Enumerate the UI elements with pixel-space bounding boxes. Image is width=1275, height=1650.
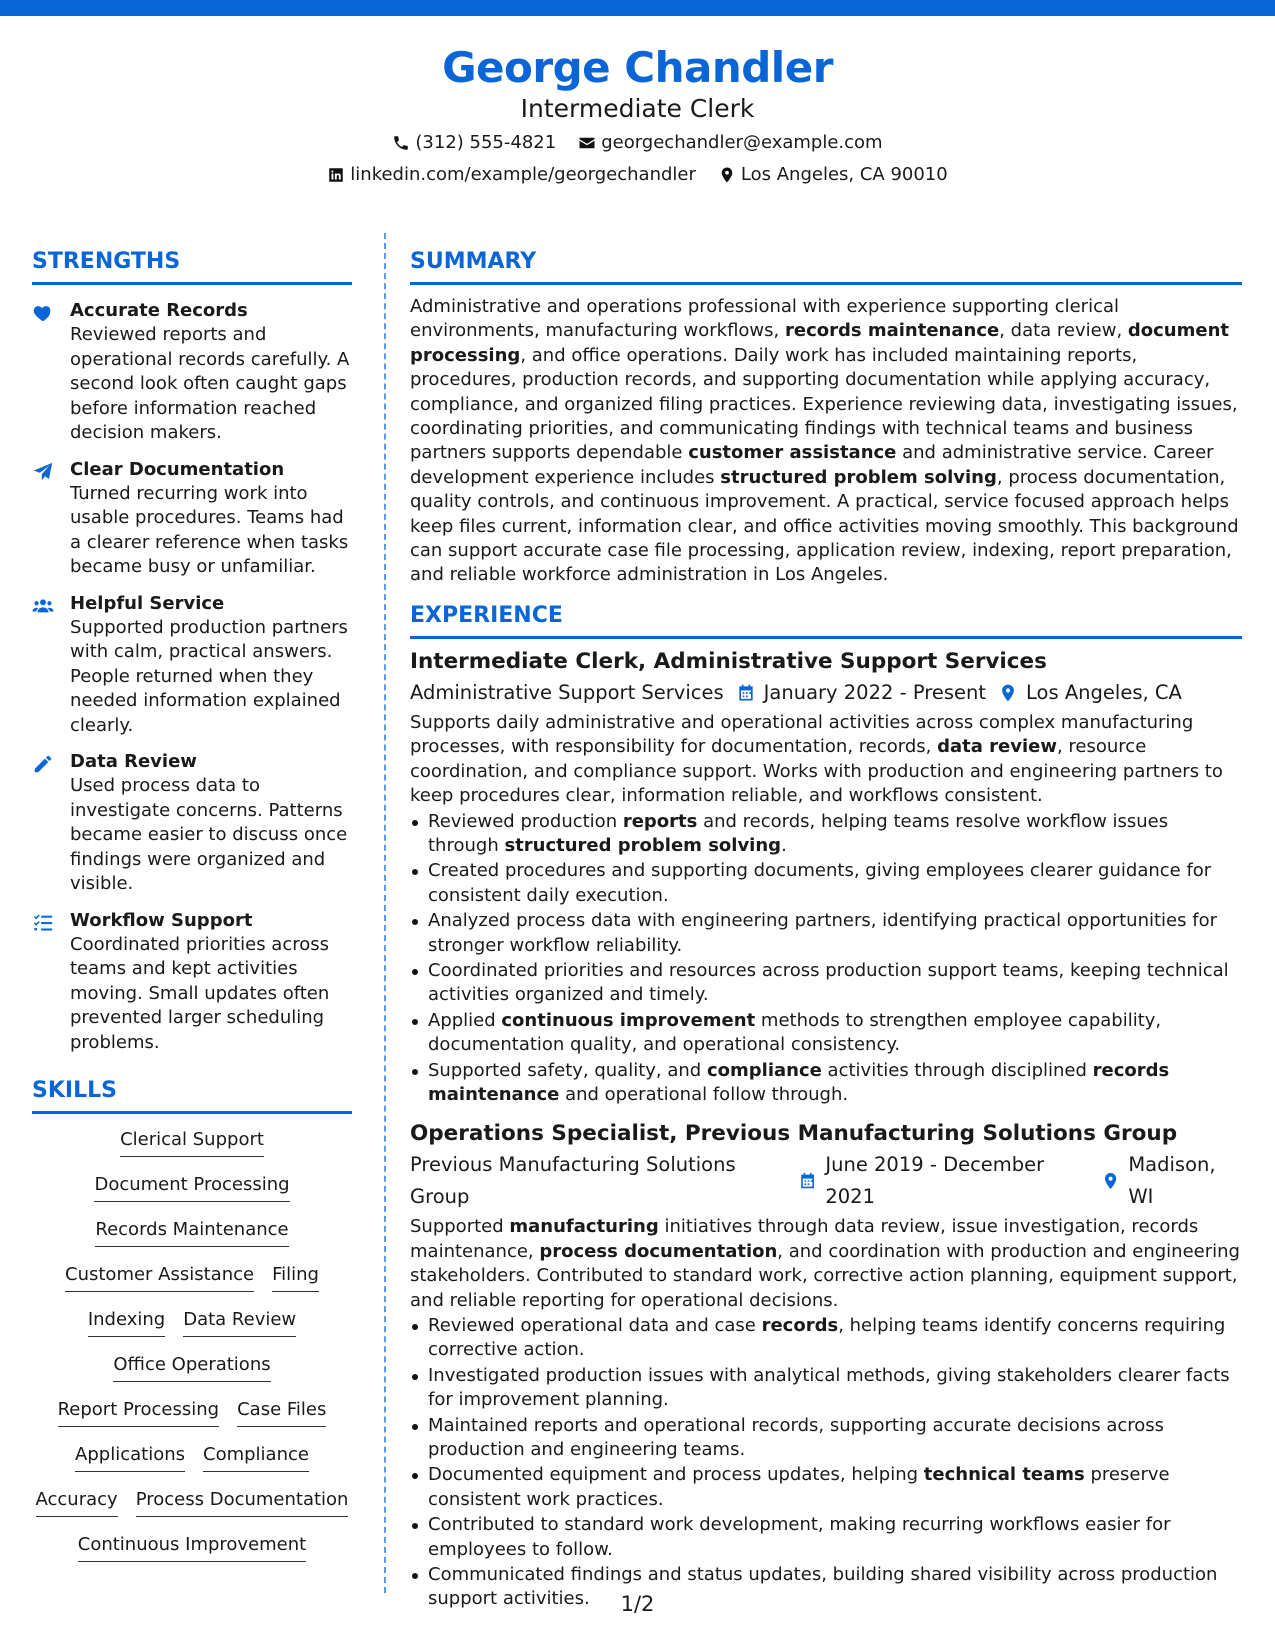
job-description: Supports daily administrative and operational activities across complex manufacturing processes, with responsibility for documentation, records, data review, resource coordination, and compliance support. Works with production and engineering partners to keep procedures clear, information reliable, and workflows consistent. [410,711,1223,807]
skill-tag: Process Documentation [136,1488,349,1517]
skill-tag: Report Processing [58,1398,220,1427]
strength-desc: Supported production partners with calm, practical answers. People returned when they needed information explained clearly. [70,616,348,736]
job-bullets [410,1314,1242,1612]
job-dates: June 2019 - December 2021 [798,1149,1089,1213]
skill-row [32,1443,352,1488]
job-role: Intermediate Clerk, Administrative Support Services [410,648,1047,674]
experience-entry [410,1119,1242,1612]
candidate-name: George Chandler [442,43,833,92]
strength-body [70,750,352,897]
job-company: Previous Manufacturing Solutions Group [410,1153,736,1209]
map-pin-icon [718,166,736,184]
job-bullet: Documented equipment and process updates, helping technical teams preserve consistent work practices. [410,1463,1242,1512]
skill-tag: Clerical Support [120,1128,264,1157]
paper-plane-icon [32,458,70,580]
strength-desc: Reviewed reports and operational records carefully. A second look often caught gaps before information reached decision makers. [70,324,350,443]
contact-email[interactable] [578,127,882,159]
job-bullets [410,810,1242,1108]
summary-text: Administrative and operations professional with experience supporting clerical environments, manufacturing workflows, records maintenance, data review, document processing, and office operations. Daily work has included maintaining reports, procedures, production records, and supporting documentation while applying accuracy, compliance, and organized filing practices. Experience reviewing data, investigating issues, coordinating priorities, and communicating findings with technical teams and business partners supports dependable customer assistance and administrative service. Career development experience includes structured problem solving, process documentation, quality controls, and continuous improvement. A practical, service focused approach helps keep files current, information clear, and office activities moving smoothly. This background can support accurate case file processing, application review, indexing, report preparation, and reliable workforce administration in Los Angeles. [410,296,1239,586]
candidate-title: Intermediate Clerk [520,94,755,123]
linkedin-icon [327,166,345,184]
top-accent-bar [0,0,1275,16]
job-bullet: Contributed to standard work development, making recurring workflows easier for employees to follow. [410,1513,1242,1562]
experience-entry [410,647,1242,1108]
strength-item [32,458,352,580]
skills-heading: SKILLS [32,1077,352,1114]
job-bullet: Created procedures and supporting documents, giving employees clearer guidance for consistent daily execution. [410,859,1242,908]
contact-linkedin[interactable] [327,159,696,191]
skill-tag: Continuous Improvement [78,1533,306,1562]
job-bullet: Investigated production issues with analytical methods, giving stakeholders clearer facts for improvement planning. [410,1364,1242,1413]
heart-icon [32,299,70,446]
skill-tag: Filing [272,1263,319,1292]
job-bullet: Analyzed process data with engineering partners, identifying practical opportunities for stronger workflow reliability. [410,909,1242,958]
skill-tag: Indexing [88,1308,165,1337]
skill-row [32,1353,352,1398]
skill-row [32,1308,352,1353]
skill-tag: Data Review [183,1308,296,1337]
phone-text: (312) 555-4821 [415,132,557,153]
strength-desc: Turned recurring work into usable procedures. Teams had a clearer reference when tasks became busy or unfamiliar. [70,482,349,577]
job-meta [410,677,1242,709]
map-pin-icon [998,683,1018,703]
job-description: Supported manufacturing initiatives through data review, issue investigation, records maintenance, process documentation, and coordination with production and engineering stakeholders. Contributed to standard work, corrective action planning, equipment support, and reliable reporting for operational decisions. [410,1216,1240,1311]
job-bullet: Supported safety, quality, and compliance activities through disciplined records maintenance and operational follow through. [410,1059,1242,1108]
job-bullet: Coordinated priorities and resources across production support teams, keeping technical activities organized and timely. [410,959,1242,1008]
page-number: 1/2 [620,1592,655,1616]
contact-row-2 [0,159,1275,191]
strength-title: Workflow Support [70,909,253,931]
phone-icon [392,134,410,152]
job-bullet: Reviewed operational data and case records, helping teams identify concerns requiring corrective action. [410,1314,1242,1363]
resume-header [0,42,1275,191]
skills-list [32,1128,352,1578]
skill-row [32,1533,352,1578]
strength-title: Clear Documentation [70,458,285,480]
skill-row [32,1263,352,1308]
left-column [32,248,352,1578]
summary-heading: SUMMARY [410,248,1242,285]
list-check-icon [32,909,70,1056]
strengths-heading: STRENGTHS [32,248,352,285]
strength-item [32,592,352,739]
skill-tag: Records Maintenance [95,1218,288,1247]
skill-tag: Case Files [237,1398,326,1427]
skill-row [32,1128,352,1173]
contact-row-1 [0,127,1275,159]
calendar-icon [736,683,756,703]
skill-tag: Applications [75,1443,185,1472]
job-role: Operations Specialist, Previous Manufacturing Solutions Group [410,1121,1178,1147]
strength-title: Helpful Service [70,592,225,614]
strengths-list [32,299,352,1055]
envelope-icon [578,134,596,152]
job-meta [410,1149,1242,1213]
skill-row [32,1173,352,1218]
skill-row [32,1218,352,1263]
skill-tag: Office Operations [113,1353,270,1382]
strength-title: Data Review [70,751,197,772]
pencil-icon [32,750,70,897]
strength-body [70,909,352,1056]
skill-row [32,1398,352,1443]
strength-body [70,592,352,739]
experience-heading: EXPERIENCE [410,602,1242,639]
job-dates: January 2022 - Present [736,677,986,709]
skill-tag: Compliance [203,1443,309,1472]
experience-list [410,647,1242,1612]
strength-body [70,299,352,446]
job-bullet: Maintained reports and operational records, supporting accurate decisions across production and engineering teams. [410,1414,1242,1463]
strength-item [32,750,352,897]
skill-tag: Customer Assistance [65,1263,254,1292]
strength-item [32,909,352,1056]
skill-tag: Document Processing [94,1173,289,1202]
strength-desc: Used process data to investigate concerns. Patterns became easier to discuss once findings were organized and visible. [70,775,348,894]
email-text: georgechandler@example.com [601,132,883,153]
job-bullet: Communicated findings and status updates, building shared visibility across production support activities. [410,1563,1242,1612]
users-icon [32,592,70,739]
strength-desc: Coordinated priorities across teams and kept activities moving. Small updates often prevented larger scheduling problems. [70,933,330,1053]
strength-item [32,299,352,446]
contact-phone[interactable] [392,127,556,159]
map-pin-icon [1101,1171,1120,1191]
calendar-icon [798,1171,817,1191]
skill-row [32,1488,352,1533]
skill-tag: Accuracy [36,1488,118,1517]
job-bullet: Applied continuous improvement methods to strengthen employee capability, documentation quality, and operational consistency. [410,1009,1242,1058]
job-location: Madison, WI [1101,1149,1242,1213]
job-company: Administrative Support Services [410,680,724,704]
contact-location [718,159,948,191]
right-column [410,248,1242,1613]
job-bullet: Reviewed production reports and records, helping teams resolve workflow issues through structured problem solving. [410,810,1242,859]
linkedin-text: linkedin.com/example/georgechandler [350,164,696,185]
location-text: Los Angeles, CA 90010 [740,164,948,185]
strength-body [70,458,352,580]
job-location: Los Angeles, CA [998,677,1182,709]
strength-title: Accurate Records [70,300,248,321]
column-divider [384,233,386,1593]
